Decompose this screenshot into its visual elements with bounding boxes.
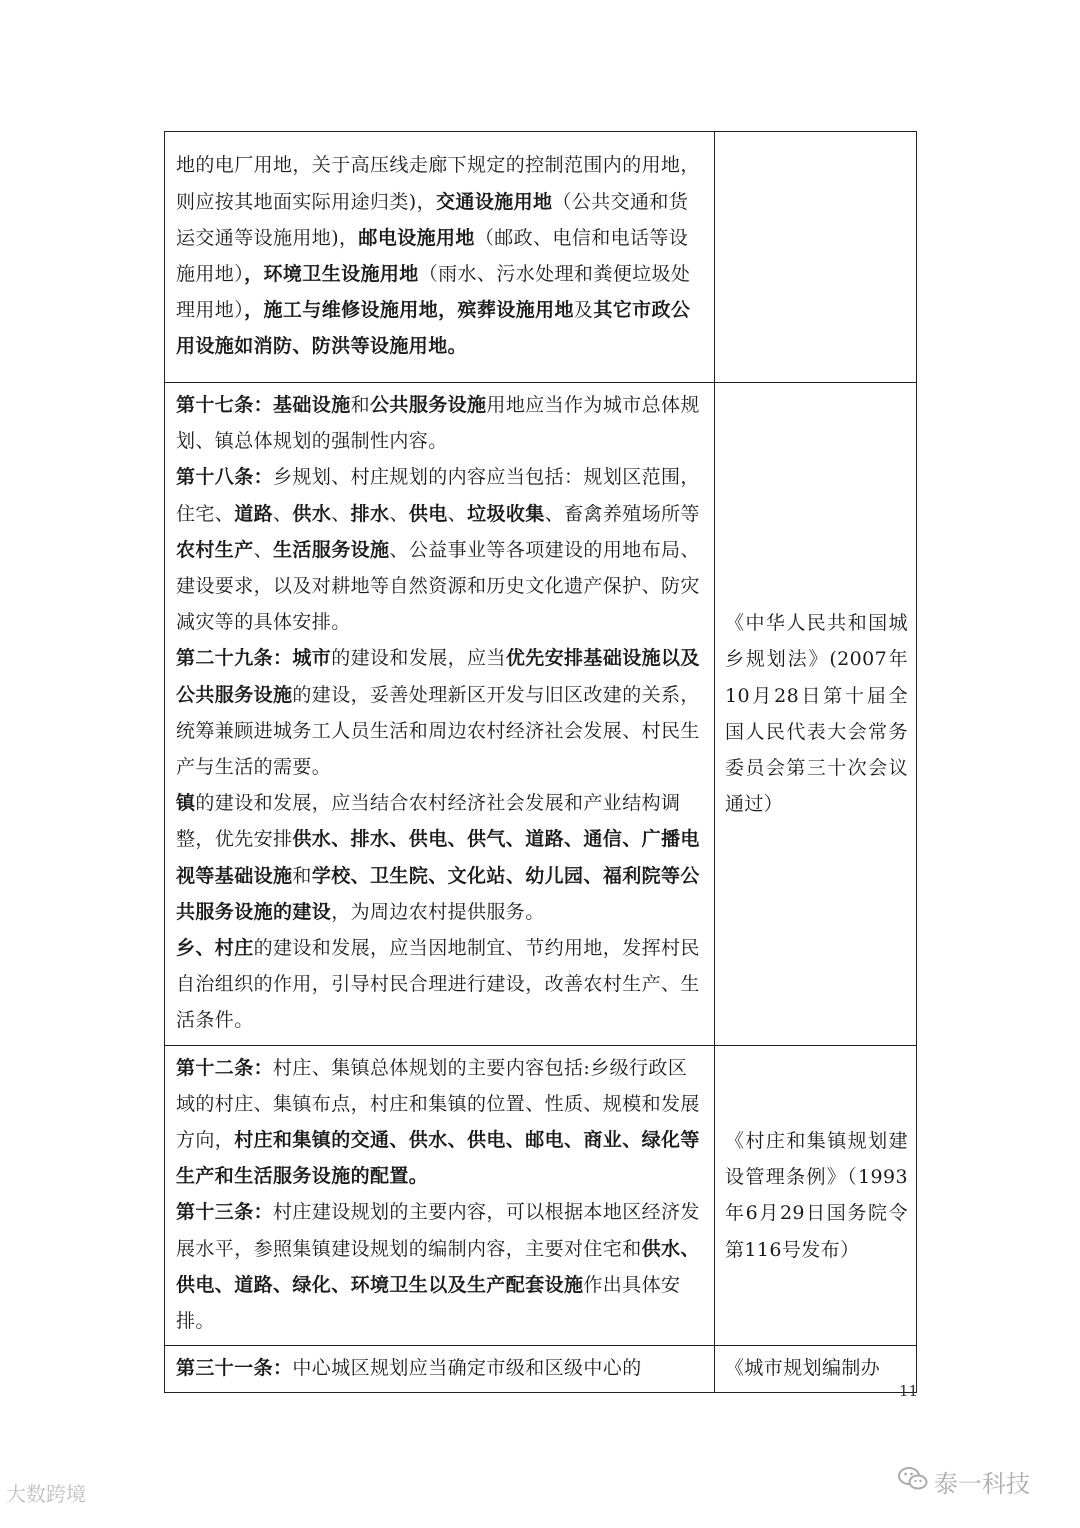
clause-text: 、 bbox=[331, 502, 351, 525]
bold-text: 交通设施用地 bbox=[436, 190, 553, 213]
bold-text: 第十二条： bbox=[176, 1056, 274, 1079]
clause-cell bbox=[165, 1346, 715, 1393]
source-cell: 《城市规划编制办 bbox=[715, 1346, 917, 1393]
bold-text: 第二十九条：城市 bbox=[176, 647, 332, 670]
clause-text: 的建设和发展，应当 bbox=[331, 647, 506, 670]
bold-text: 乡、村庄 bbox=[176, 937, 254, 960]
clause-paragraph bbox=[176, 785, 704, 930]
clause-paragraph bbox=[176, 1050, 704, 1195]
bold-text: 第十三条： bbox=[176, 1201, 274, 1224]
bold-text: 邮电设施用地 bbox=[358, 226, 475, 249]
bold-text: 排水 bbox=[350, 502, 390, 525]
bold-text: 学校、卫生院、文化站、幼儿园、福利院等公共服务设施的建设 bbox=[176, 864, 700, 923]
clause-text: 、公益事业等各项建设的用地布局、建设要求，以及对耕地等自然资源和历史文化遗产保护、防灾减灾等的具体安排。 bbox=[176, 538, 700, 634]
clause-cell bbox=[165, 383, 715, 1046]
clause-text: （雨水、污水处理和粪便垃圾处理用地） bbox=[176, 263, 691, 322]
regulation-table bbox=[164, 131, 917, 1393]
bold-text: 优先安排基础设施以及公共服务设施 bbox=[176, 647, 700, 706]
bold-text: ，环境卫生设施用地 bbox=[244, 263, 419, 285]
bold-text: 供水、供电、道路、绿化、环境卫生以及生产配套设施 bbox=[176, 1237, 700, 1296]
bold-text: 生活服务设施 bbox=[273, 538, 390, 561]
wechat-icon bbox=[898, 1466, 928, 1498]
clause-text: 及 bbox=[573, 299, 594, 322]
bold-text: 第十七条：基础设施 bbox=[176, 394, 351, 416]
bold-text: 道路 bbox=[234, 502, 274, 525]
bold-text: 镇 bbox=[176, 792, 196, 815]
table-row bbox=[165, 1346, 917, 1393]
bold-text: 供水、排水、供电、供气、道路、通信、广播电视等基础设施 bbox=[176, 828, 700, 887]
clause-text: 村庄、集镇总体规划的主要内容包括:乡级行政区域的村庄、集镇布点，村庄和集镇的位置、性质、规模和发展方向， bbox=[176, 1056, 700, 1152]
table-row bbox=[165, 383, 917, 1046]
clause-text: （公共交通和货运交通等设施用地)， bbox=[176, 190, 689, 249]
source-cell: 《村庄和集镇规划建设管理条例》（1993年6月29日国务院令第116号发布） bbox=[715, 1045, 917, 1346]
page-number: 11 bbox=[899, 1382, 919, 1400]
table-row bbox=[165, 1045, 917, 1346]
clause-paragraph bbox=[176, 640, 704, 785]
clause-text: 用地应当作为城市总体规划、镇总体规划的强制性内容。 bbox=[176, 394, 700, 453]
source-cell bbox=[715, 132, 917, 383]
clause-text: （邮政、电信和电话等设施用地） bbox=[176, 226, 689, 285]
watermark-right-text: 泰一科技 bbox=[934, 1470, 1030, 1498]
clause-text: 的建设和发展，应当因地制宜、节约用地，发挥村民自治组织的作用，引导村民合理进行建设，改善农村生产、生活条件。 bbox=[176, 937, 700, 1032]
source-cell: 《中华人民共和国城乡规划法》(2007年10月28日第十届全国人民代表大会常务委员会第三十次会议通过） bbox=[715, 383, 917, 1046]
bold-text: 供水 bbox=[292, 502, 332, 525]
clause-paragraph bbox=[176, 387, 704, 459]
watermark-right bbox=[898, 1464, 1030, 1499]
clause-text: ，为周边农村提供服务。 bbox=[331, 900, 545, 923]
clause-cell bbox=[165, 1045, 715, 1346]
clause-paragraph bbox=[176, 459, 704, 640]
table-row bbox=[165, 132, 917, 383]
clause-text: 、 bbox=[273, 502, 293, 525]
bold-text: 公共服务设施 bbox=[370, 394, 487, 416]
bold-text: 垃圾收集 bbox=[467, 502, 545, 525]
clause-text: 、 bbox=[389, 502, 409, 525]
clause-text: 作出具体安排。 bbox=[176, 1273, 681, 1333]
clause-text: 地的电厂用地，关于高压线走廊下规定的控制范围内的用地，则应按其地面实际用途归类)， bbox=[176, 154, 700, 213]
clause-text: 和 bbox=[350, 394, 371, 416]
clause-text: 、 bbox=[253, 538, 274, 561]
clause-text: 、 bbox=[447, 502, 468, 525]
bold-text: ，施工与维修设施用地，殡葬设施用地 bbox=[244, 299, 574, 322]
clause-paragraph bbox=[176, 930, 704, 1039]
watermark-left bbox=[6, 1478, 86, 1507]
bold-text: 供电 bbox=[408, 502, 448, 525]
clause-paragraph bbox=[176, 1194, 704, 1339]
clause-text: 村庄建设规划的主要内容，可以根据本地区经济发展水平，参照集镇建设规划的编制内容，主要对住宅和 bbox=[176, 1201, 700, 1260]
clause-paragraph bbox=[176, 147, 704, 364]
clause-paragraph bbox=[176, 1350, 704, 1386]
bold-text: 第三十一条： bbox=[176, 1357, 293, 1380]
bold-text: 第十八条： bbox=[176, 466, 274, 489]
clause-text: 和 bbox=[292, 864, 312, 887]
bold-text: 农村生产 bbox=[176, 538, 254, 561]
bold-text: 村庄和集镇的交通、供水、供电、邮电、商业、绿化等生产和生活服务设施的配置。 bbox=[176, 1129, 700, 1188]
clause-text: 乡规划、村庄规划的内容应当包括：规划区范围，住宅、 bbox=[176, 466, 700, 525]
watermark-left-text: 大数跨境 bbox=[6, 1482, 86, 1506]
clause-text: 的建设和发展，应当结合农村经济社会发展和产业结构调整，优先安排 bbox=[176, 792, 681, 851]
clause-text: 的建设，妥善处理新区开发与旧区改建的关系，统筹兼顾进城务工人员生活和周边农村经济社会发展、村民生产与生活的需要。 bbox=[176, 683, 700, 779]
clause-cell bbox=[165, 132, 715, 383]
clause-text: 、畜禽养殖场所等 bbox=[544, 502, 700, 525]
bold-text: 其它市政公用设施如消防、防洪等设施用地。 bbox=[176, 299, 691, 358]
clause-text: 中心城区规划应当确定市级和区级中心的 bbox=[292, 1357, 642, 1380]
